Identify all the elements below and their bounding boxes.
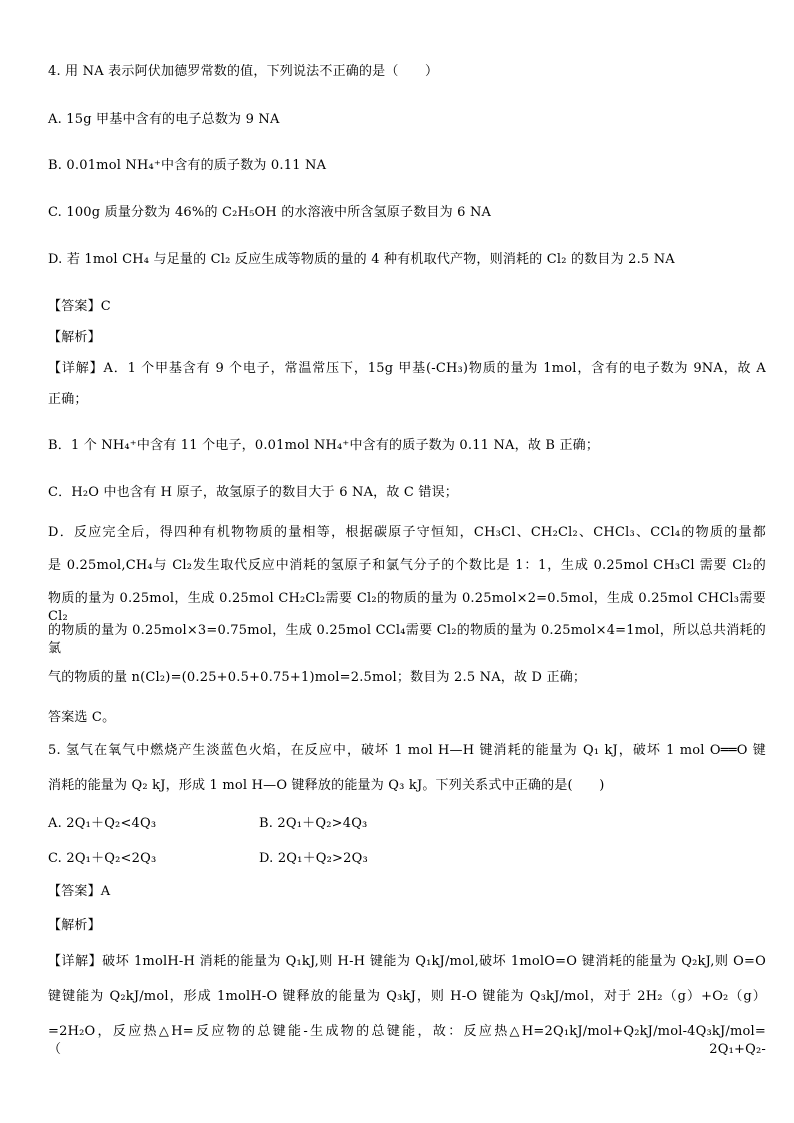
q4-conclusion: 答案选 C。 [48,710,116,725]
q4-detail-line: 的物质的量为 0.25mol×3=0.75mol，生成 0.25mol CCl₄需要 Cl₂的物质的量为 0.25mol×4=1mol，所以总共消耗的氯 [48,623,766,656]
q4-answer: 【答案】C [48,299,111,314]
q5-detail-line: =2H₂O，反应热△H=反应物的总键能-生成物的总键能，故：反应热△H=2Q₁kJ/mol+Q₂kJ/mol-4Q₃kJ/mol=（2Q₁+Q₂- [48,1024,766,1057]
q4-detail-line: D．反应完全后，得四种有机物物质的量相等，根据碳原子守恒知，CH₃Cl、CH₂Cl₂、CHCl₃、CCl₄的物质的量都 [48,525,766,540]
q5-answer: 【答案】A [48,884,111,899]
q5-detail-line: 键键能为 Q₂kJ/mol，形成 1molH-O 键释放的能量为 Q₃kJ，则 H-O 键能为 Q₃kJ/mol，对于 2H₂（g）+O₂（g） [48,989,766,1004]
q4-detail-line: 【详解】A．1 个甲基含有 9 个电子，常温常压下，15g 甲基(-CH₃)物质的量为 1mol，含有的电子数为 9NA，故 A [48,361,766,376]
q5-options-row-2 [48,850,766,868]
q5-analysis-label: 【解析】 [48,918,101,933]
q4-stem: 4. 用 NA 表示阿伏加德罗常数的值，下列说法不正确的是（ ） [48,64,439,79]
q4-detail-line: 气的物质的量 n(Cl₂)=(0.25+0.5+0.75+1)mol=2.5mol；数目为 2.5 NA，故 D 正确； [48,670,587,685]
q5-detail-line: 【详解】破坏 1molH-H 消耗的能量为 Q₁kJ,则 H-H 键能为 Q₁kJ/mol,破坏 1molO=O 键消耗的能量为 Q₂kJ,则 O=O [48,954,766,969]
q5-stem-line: 消耗的能量为 Q₂ kJ，形成 1 mol H—O 键释放的能量为 Q₃ kJ。下列关系式中正确的是( ) [48,778,605,793]
q5-option-b: B. 2Q₁＋Q₂>4Q₃ [259,816,368,831]
q4-option-c: C. 100g 质量分数为 46%的 C₂H₅OH 的水溶液中所含氢原子数目为 6 NA [48,205,492,220]
q4-detail-line: B．1 个 NH₄⁺中含有 11 个电子，0.01mol NH₄⁺中含有的质子数为 0.11 NA，故 B 正确； [48,438,600,453]
q4-detail-line: 是 0.25mol,CH₄与 Cl₂发生取代反应中消耗的氢原子和氯气分子的个数比是 1：1，生成 0.25mol CH₃Cl 需要 Cl₂的 [48,558,766,573]
q5-option-d: D. 2Q₁＋Q₂>2Q₃ [259,851,368,866]
q4-option-d: D. 若 1mol CH₄ 与足量的 Cl₂ 反应生成等物质的量的 4 种有机取代产物，则消耗的 Cl₂ 的数目为 2.5 NA [48,252,675,267]
q4-option-b: B. 0.01mol NH₄⁺中含有的质子数为 0.11 NA [48,158,327,173]
q5-stem-line: 5. 氢气在氧气中燃烧产生淡蓝色火焰，在反应中，破坏 1 mol H—H 键消耗的能量为 Q₁ kJ，破坏 1 mol O══O 键 [48,743,766,758]
q5-option-c: C. 2Q₁＋Q₂<2Q₃ [48,851,157,866]
q4-detail-line: 物质的量为 0.25mol，生成 0.25mol CH₂Cl₂需要 Cl₂的物质的量为 0.25mol×2=0.5mol，生成 0.25mol CHCl₃需要 Cl₂ [48,591,766,624]
q5-options-row-1 [48,815,766,833]
q4-analysis-label: 【解析】 [48,330,101,345]
q4-detail-line: C．H₂O 中也含有 H 原子，故氢原子的数目大于 6 NA，故 C 错误； [48,485,458,500]
q4-option-a: A. 15g 甲基中含有的电子总数为 9 NA [48,112,280,127]
q4-detail-line: 正确； [48,392,88,407]
q5-option-a: A. 2Q₁＋Q₂<4Q₃ [48,816,157,831]
